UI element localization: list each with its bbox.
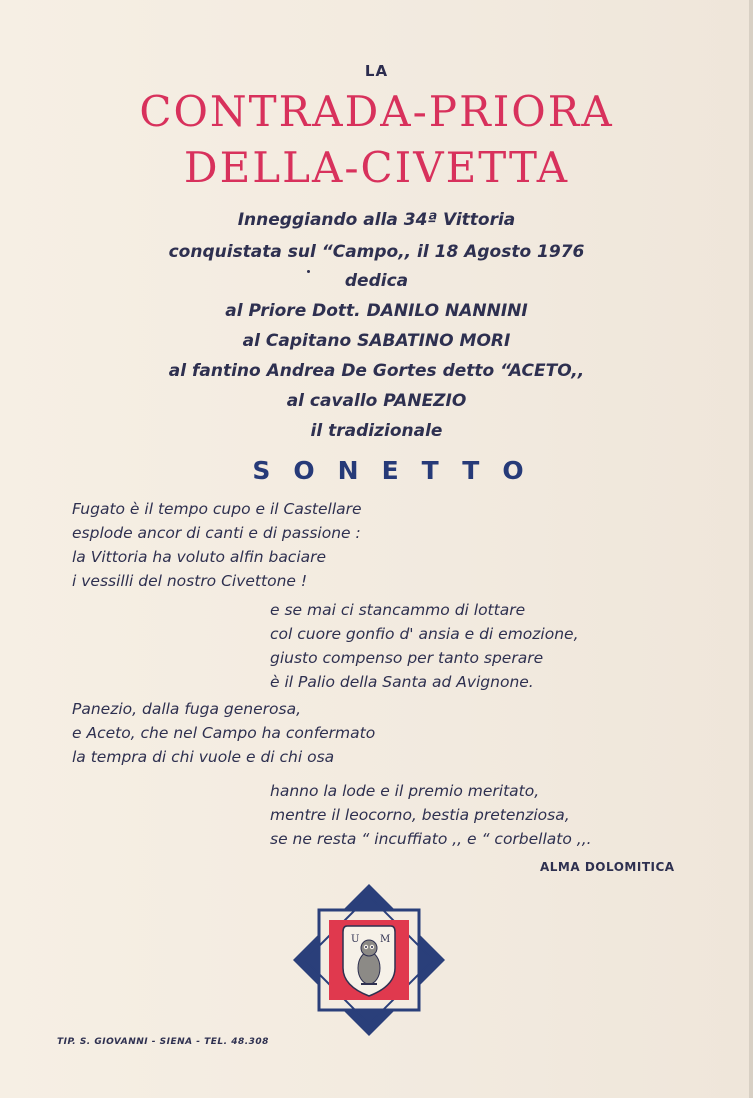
- dedication-line-2: conquistata sul “Campo,, il 18 Agosto 1976: [168, 242, 585, 262]
- emblem-letter-u: U: [351, 934, 360, 945]
- poem-line: la Vittoria ha voluto alfin baciare: [72, 548, 327, 566]
- priore-prefix: al Priore Dott.: [225, 301, 361, 321]
- poem-line: esplode ancor di canti e di passione :: [72, 524, 361, 542]
- owl-pupil: [365, 946, 367, 948]
- priore-name: DANILO NANNINI: [366, 301, 528, 321]
- poem-line: hanno la lode e il premio meritato,: [270, 782, 540, 800]
- owl-crest-icon: [291, 882, 447, 1038]
- poem-stanza-3: [72, 697, 375, 769]
- cavallo-prefix: al cavallo: [286, 391, 378, 411]
- printer-footer: TIP. S. GIOVANNI - SIENA - TEL. 48.308: [57, 1037, 269, 1047]
- dedication-capitano: [0, 326, 753, 356]
- capitano-prefix: al Capitano: [242, 331, 352, 351]
- poem-line: col cuore gonfio d' ansia e di emozione,: [270, 625, 579, 643]
- poem-line: Panezio, dalla fuga generosa,: [72, 700, 301, 718]
- owl-pupil: [371, 946, 373, 948]
- poem-line: e se mai ci stancammo di lottare: [270, 601, 526, 619]
- poem-line: i vessilli del nostro Civettone !: [72, 572, 308, 590]
- dedication-priore: [0, 296, 753, 326]
- dedication-line-1: Inneggiando alla 34ª Vittoria: [237, 210, 516, 230]
- owl-body: [358, 952, 380, 984]
- poem-line: e Aceto, che nel Campo ha confermato: [72, 724, 376, 742]
- dedication-fantino: [0, 356, 753, 386]
- owl-head: [361, 940, 377, 956]
- poem-line: la tempra di chi vuole e di chi osa: [72, 748, 335, 766]
- poem-line: mentre il leocorno, bestia pretenziosa,: [270, 806, 570, 824]
- poem-author: ALMA DOLOMITICA: [540, 860, 675, 874]
- dedication-line-8: il tradizionale: [310, 421, 443, 441]
- sonetto-heading: SONETTO: [252, 456, 547, 485]
- capitano-name: SABATINO MORI: [357, 331, 511, 351]
- poem-stanza-1: [72, 497, 362, 593]
- dedication-line-3: dedica: [344, 271, 409, 291]
- poem-line: è il Palio della Santa ad Avignone.: [270, 673, 534, 691]
- title-line-1: CONTRADA-PRIORA: [139, 87, 614, 136]
- poem-line: Fugato è il tempo cupo e il Castellare: [72, 500, 362, 518]
- emblem-letter-m: M: [380, 934, 391, 945]
- fantino-prefix: al fantino Andrea De Gortes detto: [168, 361, 495, 381]
- poem-line: giusto compenso per tanto sperare: [270, 649, 544, 667]
- dedication-cavallo: [0, 386, 753, 416]
- cavallo-name: PANEZIO: [383, 391, 467, 411]
- poem-stanza-2: [270, 598, 579, 694]
- poem-stanza-4: [270, 779, 592, 851]
- fantino-name: “ACETO,,: [500, 361, 585, 381]
- article-la: LA: [364, 62, 389, 80]
- title-line-2: DELLA-CIVETTA: [183, 143, 570, 192]
- poem-line: se ne resta “ incuffiato ,, e “ corbellato ,,.: [270, 830, 592, 848]
